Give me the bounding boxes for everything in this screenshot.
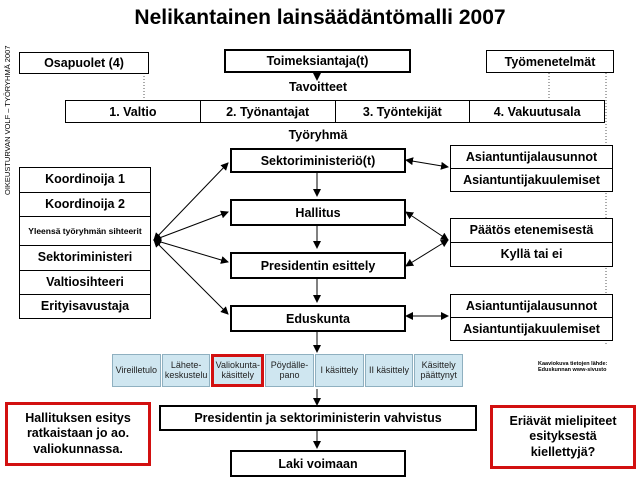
arrow-right-mid2 (406, 240, 448, 266)
koordinoija-1: Koordinoija 1 (45, 172, 125, 187)
sihteerit: Yleensä työryhmän sihteerit (20, 216, 150, 245)
process-step-valiokuntakasittely: Valiokunta-käsittely (211, 354, 264, 387)
process-step-poydallepano: Pöydälle-pano (265, 354, 314, 387)
tyomenetelmat-box: Työmenetelmät (486, 50, 614, 73)
party-tyonantajat: 2. Työnantajat (200, 101, 335, 122)
source-note: Kaaviokuva tietojen lähde: Eduskunnan www-sivusto (538, 361, 608, 374)
arrow-left-sektori (154, 163, 228, 240)
vahvistus-box: Presidentin ja sektoriministerin vahvistus (159, 405, 477, 431)
asiantuntijalausunnot-bottom: Asiantuntijalausunnot (465, 298, 598, 313)
erityisavustaja: Erityisavustaja (20, 294, 150, 318)
osapuolet-box: Osapuolet (4) (19, 52, 149, 74)
process-step-vireilletulo: Vireilletulo (112, 354, 161, 387)
process-step-kasittely-paattynyt: Käsittely päättynyt (414, 354, 463, 387)
arrow-right-mid1 (406, 212, 448, 240)
presidentin-esittely-box: Presidentin esittely (230, 252, 406, 279)
process-bar (112, 354, 464, 387)
process-step-ii-kasittely: II käsittely (365, 354, 414, 387)
arrow-left-hallitus (154, 212, 228, 240)
asiantuntijakuulemiset-bottom: Asiantuntijakuulemiset (451, 317, 612, 340)
laki-voimaan-box: Laki voimaan (230, 450, 406, 477)
party-valtio: 1. Valtio (109, 104, 157, 119)
tavoitteet-label: Tavoitteet (288, 80, 348, 94)
side-label: OIKEUSTURVAN VOLF – TYÖRYHMÄ 2007 (3, 45, 12, 195)
party-vakuutusala: 4. Vakuutusala (469, 101, 604, 122)
note-left: Hallituksen esitys ratkaistaan jo ao. valiokunnassa. (5, 402, 151, 466)
left-column (19, 167, 151, 319)
arrow-right-top (406, 160, 448, 167)
paatos-etenemisesta: Päätös etenemisestä (469, 223, 594, 238)
party-tyontekijat: 3. Työntekijät (335, 101, 470, 122)
hallitus-box: Hallitus (230, 199, 406, 226)
right-bottom-stack (450, 294, 613, 341)
eduskunta-box: Eduskunta (230, 305, 406, 332)
asiantuntijalausunnot-top: Asiantuntijalausunnot (465, 149, 598, 164)
process-step-i-kasittely: I käsittely (315, 354, 364, 387)
page-title: Nelikantainen lainsäädäntömalli 2007 (134, 6, 506, 29)
sektoriministerio-box: Sektoriministeriö(t) (230, 148, 406, 173)
koordinoija-2: Koordinoija 2 (20, 192, 150, 216)
right-top-stack (450, 145, 613, 192)
process-step-lahetekeskustelu: Lähete-keskustelu (162, 354, 211, 387)
asiantuntijakuulemiset-top: Asiantuntijakuulemiset (451, 168, 612, 191)
sektoriministeri: Sektoriministeri (20, 245, 150, 270)
toimeksiantaja-box: Toimeksiantaja(t) (224, 49, 411, 73)
parties-row (65, 100, 605, 123)
note-right: Eriävät mielipiteet esityksestä kiellettyjä? (490, 405, 636, 469)
valtiosihteeri: Valtiosihteeri (20, 270, 150, 294)
right-mid-stack (450, 218, 613, 267)
tyoryhma-label: Työryhmä (288, 128, 348, 142)
kylla-tai-ei: Kyllä tai ei (451, 242, 612, 266)
